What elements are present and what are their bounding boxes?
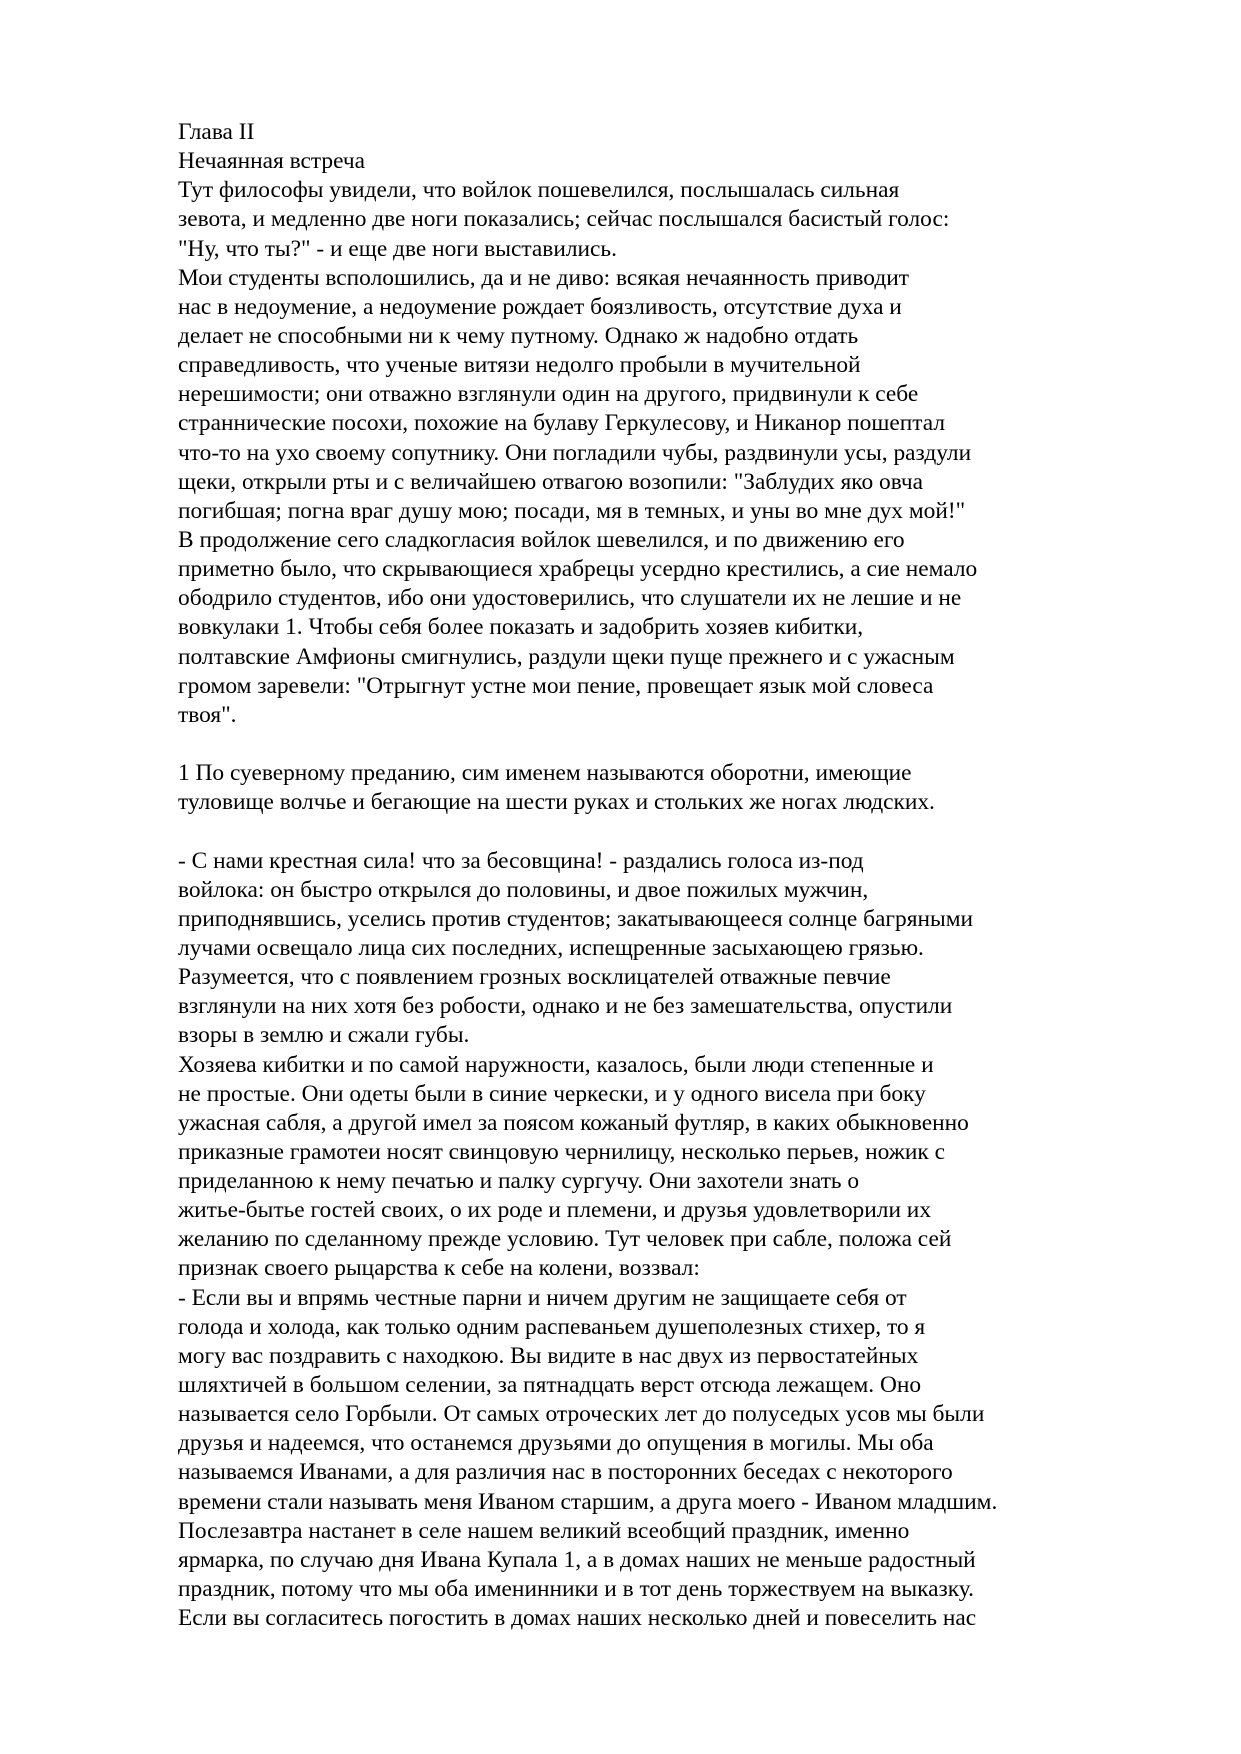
text-line: Если вы согласитесь погостить в домах наших несколько дней и повеселить нас <box>178 1605 977 1632</box>
footnote-block <box>178 759 1178 817</box>
footnote-line: 1 По суеверному преданию, сим именем называются оборотни, имеющие <box>178 760 912 787</box>
text-line: желанию по сделанному прежде условию. Тут человек при сабле, положа сей <box>178 1226 952 1253</box>
text-line: - Если вы и впрямь честные парни и ничем другим не защищаете себя от <box>178 1284 907 1311</box>
text-line: ужасная сабля, а другой имел за поясом кожаный футляр, в каких обыкновенно <box>178 1109 969 1136</box>
text-line: твоя". <box>178 701 237 728</box>
text-line: справедливость, что ученые витязи недолго пробыли в мучительной <box>178 352 861 379</box>
chapter-title: Глава II <box>178 119 255 145</box>
spacer <box>178 730 1178 759</box>
text-line: вовкулаки 1. Чтобы себя более показать и задобрить хозяев кибитки, <box>178 614 864 641</box>
text-line: что-то на ухо своему сопутнику. Они погладили чубы, раздвинули усы, раздули <box>178 439 972 466</box>
text-line: делает не способными ни к чему путному. Однако ж надобно отдать <box>178 322 859 349</box>
footnote-line: туловище волчье и бегающие на шести руках и стольких же ногах людских. <box>178 789 935 816</box>
spacer <box>178 817 1178 846</box>
text-line: называемся Иванами, а для различия нас в посторонних беседах с некоторого <box>178 1459 953 1486</box>
text-line: называется село Горбыли. От самых отроческих лет до полуседых усов мы были <box>178 1401 985 1428</box>
text-line: Мои студенты всполошились, да и не диво: всякая нечаянность приводит <box>178 264 909 291</box>
text-line: "Ну, что ты?" - и еще две ноги выставились. <box>178 235 617 262</box>
text-line: Хозяева кибитки и по самой наружности, казалось, были люди степенные и <box>178 1051 934 1078</box>
text-line: зевота, и медленно две ноги показались; сейчас послышался басистый голос: <box>178 206 950 233</box>
chapter-subtitle: Нечаянная встреча <box>178 148 366 175</box>
text-line: не простые. Они одеты были в синие черкески, и у одного висела при боку <box>178 1080 926 1107</box>
text-line: войлока: он быстро открылся до половины, и двое пожилых мужчин, <box>178 876 869 903</box>
text-line: Тут философы увидели, что войлок пошевелился, послышалась сильная <box>178 177 900 204</box>
text-line: шляхтичей в большом селении, за пятнадцать верст отсюда лежащем. Оно <box>178 1372 922 1399</box>
text-line: друзья и надеемся, что останемся друзьями до опущения в могилы. Мы оба <box>178 1430 934 1457</box>
text-line: Разумеется, что с появлением грозных восклицателей отважные певчие <box>178 964 891 991</box>
text-line: нас в недоумение, а недоумение рождает боязливость, отсутствие духа и <box>178 293 902 320</box>
document-page <box>178 118 1178 1633</box>
text-line: праздник, потому что мы оба именинники и в тот день торжествуем на выказку. <box>178 1576 974 1603</box>
text-line: приказные грамотеи носят свинцовую чернилицу, несколько перьев, ножик с <box>178 1138 946 1165</box>
text-line: приподнявшись, уселись против студентов; закатывающееся солнце багряными <box>178 905 974 932</box>
text-line: житье-бытье гостей своих, о их роде и племени, и друзья удовлетворили их <box>178 1197 932 1224</box>
text-line: В продолжение сего сладкогласия войлок шевелился, и по движению его <box>178 526 905 553</box>
text-line: щеки, открыли рты и с величайшею отвагою возопили: "Заблудих яко овча <box>178 468 924 495</box>
text-line: могу вас поздравить с находкою. Вы видите в нас двух из первостатейных <box>178 1342 919 1369</box>
text-line: Послезавтра настанет в селе нашем великий всеобщий праздник, именно <box>178 1517 910 1544</box>
text-line: признак своего рыцарства к себе на колени, воззвал: <box>178 1255 700 1282</box>
text-line: взглянули на них хотя без робости, однако и не без замешательства, опустили <box>178 993 953 1020</box>
text-line: ободрило студентов, ибо они удостоверились, что слушатели их не лешие и не <box>178 585 962 612</box>
text-line: нерешимости; они отважно взглянули один на другого, придвинули к себе <box>178 381 919 408</box>
text-block-part2 <box>178 847 1178 1634</box>
text-line: страннические посохи, похожие на булаву Геркулесову, и Никанор пошептал <box>178 410 945 437</box>
text-line: погибшая; погна враг душу мою; посади, мя в темных, и уны во мне дух мой!" <box>178 497 966 524</box>
text-block-part1 <box>178 176 1178 730</box>
text-line: взоры в землю и сжали губы. <box>178 1022 470 1049</box>
text-line: времени стали называть меня Иваном старшим, а друга моего - Иваном младшим. <box>178 1488 998 1515</box>
text-line: приметно было, что скрывающиеся храбрецы усердно крестились, а сие немало <box>178 556 978 583</box>
text-line: полтавские Амфионы смигнулись, раздули щеки пуще прежнего и с ужасным <box>178 643 955 670</box>
text-line: лучами освещало лица сих последних, испещренные засыхающею грязью. <box>178 934 924 961</box>
text-line: приделанною к нему печатью и палку сургучу. Они захотели знать о <box>178 1168 860 1195</box>
text-line: - С нами крестная сила! что за бесовщина! - раздались голоса из-под <box>178 847 864 874</box>
text-line: ярмарка, по случаю дня Ивана Купала 1, а в домах наших не меньше радостный <box>178 1546 976 1573</box>
text-line: громом заревели: "Отрыгнут устне мои пение, провещает язык мой словеса <box>178 672 934 699</box>
text-line: голода и холода, как только одним распеваньем душеполезных стихер, то я <box>178 1313 926 1340</box>
